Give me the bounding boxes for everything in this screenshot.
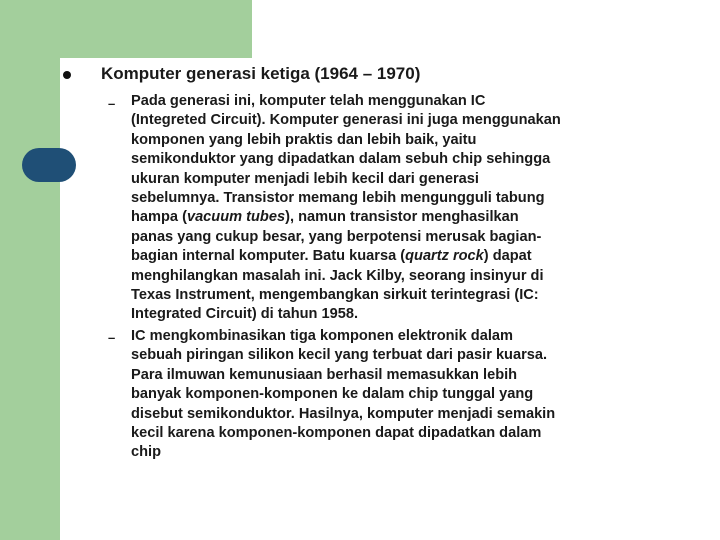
paragraph-line: Texas Instrument, mengembangkan sirkuit terintegrasi (IC: bbox=[131, 287, 539, 304]
text-run: ) dapat bbox=[483, 248, 532, 265]
decorative-navy-pill bbox=[22, 148, 76, 182]
sub-bullet-paragraph bbox=[131, 92, 671, 325]
paragraph-line: Integrated Circuit) di tahun 1958. bbox=[131, 306, 359, 323]
paragraph-line: (Integreted Circuit). Komputer generasi ini juga menggunakan bbox=[131, 112, 561, 129]
italic-term: quartz rock bbox=[405, 248, 484, 265]
paragraph-line bbox=[131, 247, 671, 266]
paragraph-line: ukuran komputer menjadi lebih kecil dari generasi bbox=[131, 170, 479, 187]
paragraph-line: semikonduktor yang dipadatkan dalam sebuh chip sehingga bbox=[131, 151, 551, 168]
paragraph-line: Para ilmuwan kemunusiaan berhasil memasukkan lebih bbox=[131, 366, 518, 383]
paragraph-line: disebut semikonduktor. Hasilnya, komputer menjadi semakin bbox=[131, 405, 556, 422]
paragraph-line: sebelumnya. Transistor memang lebih mengungguli tabung bbox=[131, 190, 545, 207]
paragraph-line: chip bbox=[131, 444, 161, 461]
paragraph-line: banyak komponen-komponen ke dalam chip tunggal yang bbox=[131, 386, 534, 403]
sub-bullet-paragraph bbox=[131, 327, 671, 463]
decorative-rounded-corner bbox=[60, 58, 84, 82]
paragraph-line: IC mengkombinasikan tiga komponen elektronik dalam bbox=[131, 328, 513, 344]
text-run: ), namun transistor menghasilkan bbox=[285, 209, 519, 226]
dash-bullet-icon: – bbox=[108, 330, 116, 345]
slide-heading: Komputer generasi ketiga (1964 – 1970) bbox=[101, 64, 421, 83]
paragraph-line: Pada generasi ini, komputer telah menggunakan IC bbox=[131, 93, 486, 109]
paragraph-line: komponen yang lebih praktis dan lebih baik, yaitu bbox=[131, 131, 477, 148]
paragraph-line: menghilangkan masalah ini. Jack Kilby, seorang insinyur di bbox=[131, 267, 544, 284]
decorative-green-sidebar bbox=[0, 0, 60, 540]
text-run: hampa ( bbox=[131, 209, 187, 226]
dash-bullet-icon: – bbox=[108, 96, 116, 111]
bullet-dot-icon bbox=[63, 71, 71, 79]
paragraph-line bbox=[131, 208, 671, 227]
paragraph-line: panas yang cukup besar, yang berpotensi merusak bagian- bbox=[131, 228, 542, 245]
paragraph-line: sebuah piringan silikon kecil yang terbuat dari pasir kuarsa. bbox=[131, 347, 548, 364]
italic-term: vacuum tubes bbox=[186, 209, 286, 226]
paragraph-line: kecil karena komponen-komponen dapat dipadatkan dalam bbox=[131, 425, 542, 442]
text-run: bagian internal komputer. Batu kuarsa ( bbox=[131, 248, 406, 265]
decorative-green-top-bar bbox=[0, 0, 252, 58]
